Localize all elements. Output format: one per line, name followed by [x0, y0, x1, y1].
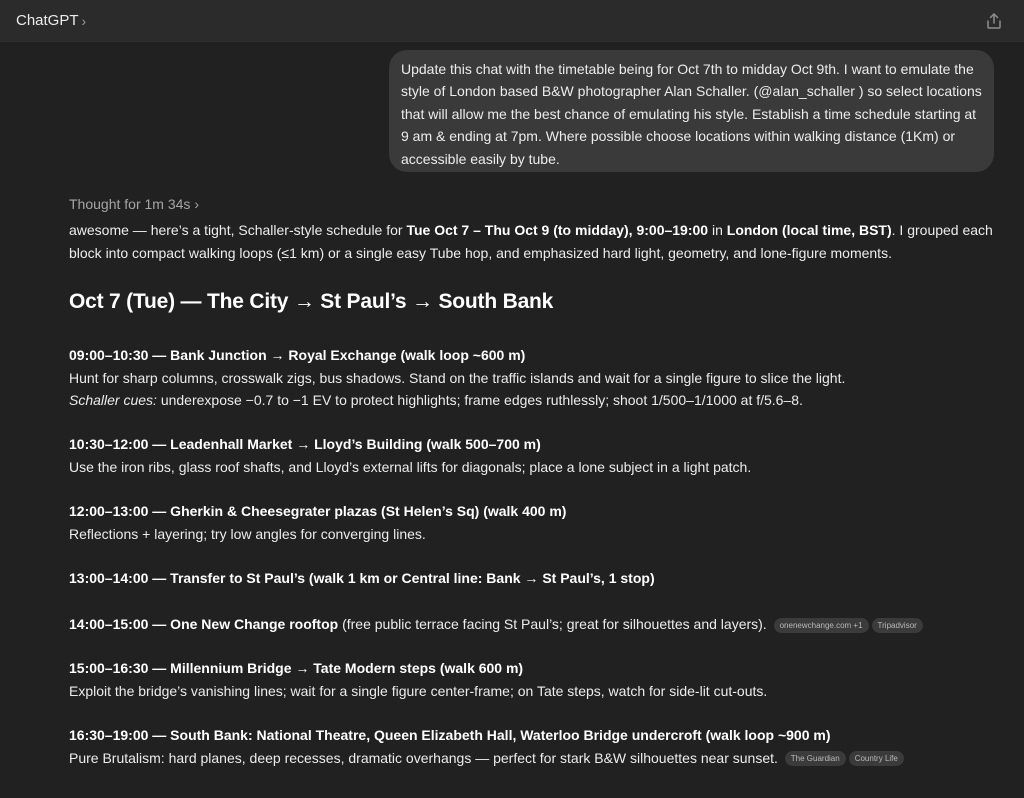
intro-paragraph	[69, 219, 1009, 265]
block-heading: 10:30–12:00 — Leadenhall Market → Lloyd’s Building (walk 500–700 m)	[69, 436, 541, 452]
user-message-text: Update this chat with the timetable being for Oct 7th to midday Oct 9th. I want to emulate the style of London based B&W photographer Alan Schaller. (@alan_schaller ) so select locations that will allow me the best chance of emulating his style. Establish a time schedule starting at 9 am & ending at 7pm. Where possible choose locations within walking distance (1Km) or accessible easily by tube.	[401, 61, 982, 167]
block-heading: 12:00–13:00 — Gherkin & Cheesegrater plazas (St Helen’s Sq) (walk 400 m)	[69, 503, 567, 519]
intro-bold-dates: Tue Oct 7 – Thu Oct 9 (to midday), 9:00–19:00	[406, 222, 709, 238]
thought-label: Thought for 1m 34s	[69, 196, 191, 212]
source-chip[interactable]: Country Life	[849, 751, 904, 766]
intro-text: in	[708, 222, 727, 238]
block-description: Reflections + layering; try low angles for converging lines.	[69, 525, 426, 542]
cue-text: underexpose −0.7 to −1 EV to protect highlights; frame edges ruthlessly; shoot 1/500–1/1000 at f/5.6–8.	[156, 392, 803, 408]
block-heading: 16:30–19:00 — South Bank: National Theatre, Queen Elizabeth Hall, Waterloo Bridge undercroft (walk loop ~900 m)	[69, 727, 831, 743]
top-bar	[0, 0, 1024, 42]
chevron-right-icon: ›	[81, 12, 87, 29]
block-description: Use the iron ribs, glass roof shafts, and Lloyd’s external lifts for diagonals; place a lone subject in a light patch.	[69, 458, 752, 475]
schedule-block	[69, 500, 1009, 545]
block-description: Exploit the bridge’s vanishing lines; wait for a single figure center-frame; on Tate steps, watch for side-lit cut-outs.	[69, 682, 768, 699]
schedule-block	[69, 724, 1009, 769]
source-chip[interactable]: The Guardian	[785, 751, 846, 766]
cue-label: Schaller cues:	[69, 392, 157, 408]
model-selector[interactable]	[16, 12, 86, 29]
schedule-block	[69, 344, 1009, 412]
intro-text: awesome — here’s a tight, Schaller-style schedule for	[69, 222, 407, 238]
schedule-block	[69, 433, 1009, 478]
schedule-block	[69, 567, 1009, 590]
intro-bold-location: London (local time, BST)	[726, 222, 892, 238]
block-heading: 13:00–14:00 — Transfer to St Paul’s (walk 1 km or Central line: Bank → St Paul’s, 1 stop)	[69, 570, 655, 586]
block-heading: 15:00–16:30 — Millennium Bridge → Tate Modern steps (walk 600 m)	[69, 660, 524, 676]
app-title: ChatGPT	[16, 12, 79, 29]
block-line	[69, 747, 1009, 770]
chevron-right-icon: ›	[194, 196, 200, 212]
block-description: Pure Brutalism: hard planes, deep recesses, dramatic overhangs — perfect for stark B&W silhouettes near sunset.	[69, 749, 778, 766]
share-icon[interactable]	[984, 11, 1004, 31]
schedule-block	[69, 657, 1009, 702]
block-inline-text: (free public terrace facing St Paul’s; great for silhouettes and layers).	[338, 616, 767, 632]
user-message-bubble	[389, 50, 994, 172]
source-chip[interactable]: onenewchange.com +1	[774, 618, 869, 633]
day-heading: Oct 7 (Tue) — The City → St Paul’s → South Bank	[69, 290, 554, 313]
source-chip[interactable]: Tripadvisor	[872, 618, 923, 633]
block-heading: 09:00–10:30 — Bank Junction → Royal Exchange (walk loop ~600 m)	[69, 347, 526, 363]
schedule-block	[69, 613, 1009, 636]
thought-toggle[interactable]	[69, 196, 199, 212]
block-line	[69, 613, 1009, 636]
assistant-response	[69, 219, 1009, 265]
block-heading: 14:00–15:00 — One New Change rooftop	[69, 616, 339, 632]
intro-text: . I grouped each block into compact walking loops (≤1 km) or a single easy Tube hop, and emphasized hard light, geometry, and lone-figure moments.	[69, 222, 993, 261]
block-description: Hunt for sharp columns, crosswalk zigs, bus shadows. Stand on the traffic islands and wait for a single figure to slice the light.	[69, 369, 846, 386]
block-cues	[69, 389, 1009, 412]
